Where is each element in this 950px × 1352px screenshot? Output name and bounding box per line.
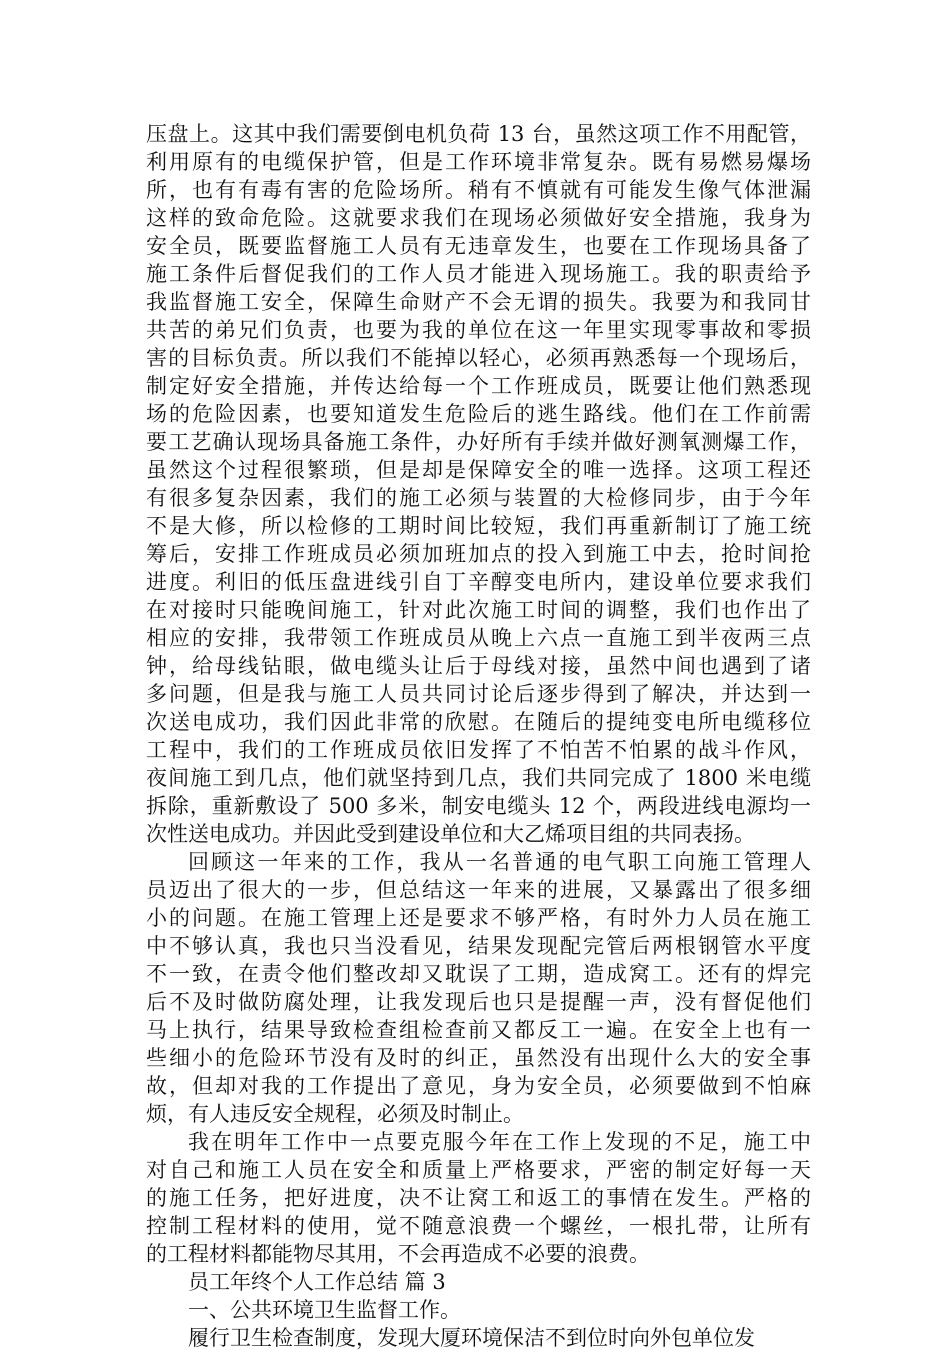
text-line: 次送电成功，我们因此非常的欣慰。在随后的提纯变电所电缆移位 <box>146 710 811 734</box>
text-line: 我监督施工安全，保障生命财产不会无谓的损失。我要为和我同甘 <box>146 290 811 314</box>
text-line: 有很多复杂因素，我们的施工必须与装置的大检修同步，由于今年 <box>146 486 811 510</box>
text-line: 烦，有人违反安全规程，必须及时制止。 <box>146 1102 524 1126</box>
text-line: 一、公共环境卫生监督工作。 <box>188 1298 461 1322</box>
text-line: 所，也有有毒有害的危险场所。稍有不慎就有可能发生像气体泄漏 <box>146 178 811 202</box>
text-line: 制定好安全措施，并传达给每一个工作班成员，既要让他们熟悉现 <box>146 374 811 398</box>
text-line: 共苦的弟兄们负责，也要为我的单位在这一年里实现零事故和零损 <box>146 318 811 342</box>
text-line: 小的问题。在施工管理上还是要求不够严格，有时外力人员在施工 <box>146 906 811 930</box>
text-line: 员工年终个人工作总结 篇 3 <box>188 1270 446 1294</box>
text-line: 后不及时做防腐处理，让我发现后也只是提醒一声，没有督促他们 <box>146 990 811 1014</box>
text-line: 些细小的危险环节没有及时的纠正，虽然没有出现什么大的安全事 <box>146 1046 811 1070</box>
text-line: 工程中，我们的工作班成员依旧发挥了不怕苦不怕累的战斗作风， <box>146 738 811 762</box>
text-line: 我在明年工作中一点要克服今年在工作上发现的不足，施工中 <box>188 1130 811 1154</box>
document-body <box>146 120 811 1352</box>
text-line: 回顾这一年来的工作，我从一名普通的电气职工向施工管理人 <box>188 850 811 874</box>
text-line: 夜间施工到几点，他们就坚持到几点，我们共同完成了 1800 米电缆 <box>146 766 811 790</box>
text-line: 控制工程材料的使用，觉不随意浪费一个螺丝，一根扎带，让所有 <box>146 1214 811 1238</box>
text-line: 履行卫生检查制度，发现大厦环境保洁不到位时向外包单位发 <box>188 1326 755 1350</box>
paragraph <box>146 1128 811 1268</box>
text-line: 马上执行，结果导致检查组检查前又都反工一遍。在安全上也有一 <box>146 1018 811 1042</box>
text-line: 相应的安排，我带领工作班成员从晚上六点一直施工到半夜两三点 <box>146 626 811 650</box>
text-line: 施工条件后督促我们的工作人员才能进入现场施工。我的职责给予 <box>146 262 811 286</box>
text-line: 虽然这个过程很繁琐，但是却是保障安全的唯一选择。这项工程还 <box>146 458 811 482</box>
text-line: 次性送电成功。并因此受到建设单位和大乙烯项目组的共同表扬。 <box>146 822 755 846</box>
text-line: 场的危险因素，也要知道发生危险后的逃生路线。他们在工作前需 <box>146 402 811 426</box>
text-line: 进度。利旧的低压盘进线引自丁辛醇变电所内，建设单位要求我们 <box>146 570 811 594</box>
text-line: 在对接时只能晚间施工，针对此次施工时间的调整，我们也作出了 <box>146 598 811 622</box>
text-line: 不是大修，所以检修的工期时间比较短，我们再重新制订了施工统 <box>146 514 811 538</box>
text-line: 安全员，既要监督施工人员有无违章发生，也要在工作现场具备了 <box>146 234 811 258</box>
text-line: 员迈出了很大的一步，但总结这一年来的进展，又暴露出了很多细 <box>146 878 811 902</box>
text-line: 不一致，在责令他们整改却又耽误了工期，造成窝工。还有的焊完 <box>146 962 811 986</box>
text-line: 的工程材料都能物尽其用，不会再造成不必要的浪费。 <box>146 1242 650 1266</box>
paragraph <box>146 120 811 848</box>
text-line: 害的目标负责。所以我们不能掉以轻心，必须再熟悉每一个现场后， <box>146 346 811 370</box>
text-line: 这样的致命危险。这就要求我们在现场必须做好安全措施，我身为 <box>146 206 811 230</box>
paragraph <box>146 1324 811 1352</box>
paragraph <box>146 848 811 1128</box>
text-line: 钟，给母线钻眼，做电缆头让后于母线对接，虽然中间也遇到了诸 <box>146 654 811 678</box>
text-line: 故，但却对我的工作提出了意见，身为安全员，必须要做到不怕麻 <box>146 1074 811 1098</box>
section-heading <box>146 1296 811 1324</box>
section-heading <box>146 1268 811 1296</box>
text-line: 利用原有的电缆保护管，但是工作环境非常复杂。既有易燃易爆场 <box>146 150 811 174</box>
text-line: 拆除，重新敷设了 500 多米，制安电缆头 12 个，两段进线电源均一 <box>146 794 811 818</box>
text-line: 压盘上。这其中我们需要倒电机负荷 13 台，虽然这项工作不用配管， <box>146 122 811 146</box>
text-line: 要工艺确认现场具备施工条件，办好所有手续并做好测氧测爆工作， <box>146 430 811 454</box>
text-line: 多问题，但是我与施工人员共同讨论后逐步得到了解决，并达到一 <box>146 682 811 706</box>
text-line: 的施工任务，把好进度，决不让窝工和返工的事情在发生。严格的 <box>146 1186 811 1210</box>
text-line: 中不够认真，我也只当没看见，结果发现配完管后两根钢管水平度 <box>146 934 811 958</box>
text-line: 对自己和施工人员在安全和质量上严格要求，严密的制定好每一天 <box>146 1158 811 1182</box>
text-line: 筹后，安排工作班成员必须加班加点的投入到施工中去，抢时间抢 <box>146 542 811 566</box>
